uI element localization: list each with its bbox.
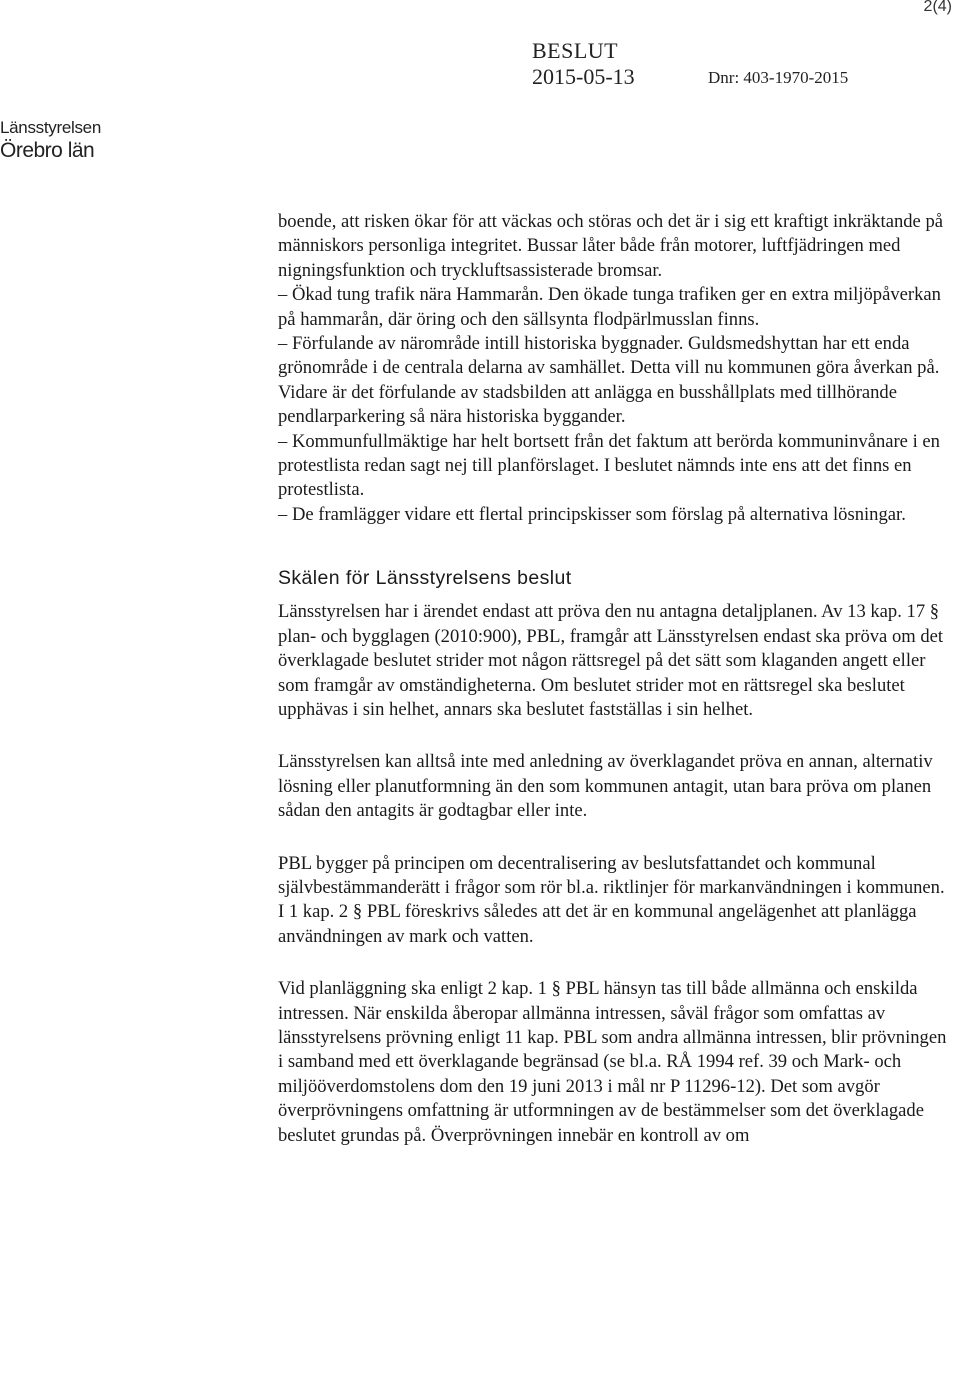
- agency-county: Örebro län: [0, 139, 95, 162]
- body-paragraph: Länsstyrelsen kan alltså inte med anledning av överklagandet pröva en annan, alternativ lösning eller planutformning än den som kommunen antagit, utan bara pröva om planen sådan den antagits är godtagbar eller inte.: [278, 751, 933, 822]
- body-paragraph: boende, att risken ökar för att väckas och störas och det är i sig ett kraftigt inkräktande på människors personliga integritet. Bussar låter både från motorer, luftfjädringen med nigningsfunktion och tryckluftsassisterade bromsar.: [278, 211, 944, 281]
- document-body: [278, 210, 950, 1148]
- document-type: BESLUT: [532, 38, 619, 63]
- section-heading: Skälen för Länsstyrelsens beslut: [278, 567, 572, 590]
- body-paragraph: – Förfulande av närområde intill historiska byggnader. Guldsmedshyttan har ett enda grönområde i de centrala delarna av samhället. Detta vill nu kommunen göra åverkan på. Vidare är det förfulande av stadsbilden att anlägga en busshållplats med tillhörande pendlarparkering så nära historiska byggander.: [278, 333, 940, 428]
- document-date: 2015-05-13: [532, 64, 635, 89]
- page-number: 2(4): [923, 0, 952, 15]
- body-paragraph: – Ökad tung trafik nära Hammarån. Den ökade tunga trafiken ger en extra miljöpåverkan på hammarån, där öring och den sällsynta flodpärlmusslan finns.: [278, 284, 941, 330]
- body-paragraph: PBL bygger på principen om decentralisering av beslutsfattandet och kommunal självbestämmanderätt i frågor som rör bl.a. riktlinjer för markanvändningen i kommunen. I 1 kap. 2 § PBL föreskrivs således att det är en kommunal angelägenhet att planlägga användningen av mark och vatten.: [278, 852, 945, 947]
- agency-logo-text: [0, 118, 101, 163]
- agency-name: Länsstyrelsen: [0, 118, 101, 137]
- body-paragraph: Vid planläggning ska enligt 2 kap. 1 § PBL hänsyn tas till både allmänna och enskilda intressen. När enskilda åberopar allmänna intressen, såväl frågor som omfattas av länsstyrelsens prövning enligt 11 kap. PBL som andra allmänna intressen, blir prövningen i samband med ett överklagande begränsad (se bl.a. RÅ 1994 ref. 39 och Mark- och miljööverdomstolens dom den 19 juni 2013 i mål nr P 11296-12). Det som avgör överprövningens omfattning är utformningen av de bestämmelser som det överklagade beslutet grundas på. Överprövningen innebär en kontroll av om: [278, 978, 947, 1146]
- body-paragraph: Länsstyrelsen har i ärendet endast att pröva den nu antagna detaljplanen. Av 13 kap. 17 § plan- och bygglagen (2010:900), PBL, framgår att Länsstyrelsen endast ska pröva om det överklagade beslutet strider mot någon rättsregel på det sätt som klaganden angett eller som framgår av omständigheterna. Om beslutet strider mot en rättsregel ska beslutet upphävas i sin helhet, annars ska beslutet fastställas i sin helhet.: [278, 601, 944, 720]
- body-paragraph: – Kommunfullmäktige har helt bortsett från det faktum att berörda kommuninvånare i en protestlista redan sagt nej till planförslaget. I beslutet nämnds inte ens att det finns en protestlista.: [278, 430, 940, 501]
- body-paragraph: – De framlägger vidare ett flertal principskisser som förslag på alternativa lösningar.: [278, 503, 906, 525]
- diary-number: Dnr: 403-1970-2015: [708, 68, 849, 87]
